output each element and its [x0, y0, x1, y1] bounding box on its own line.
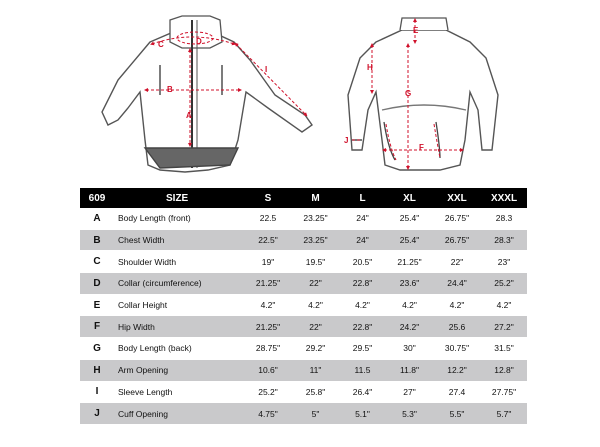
header-l: L	[339, 188, 386, 208]
table-row	[80, 229, 527, 251]
row-value: 23"	[481, 251, 527, 273]
row-measure-name: Hip Width	[114, 316, 244, 338]
row-value: 5.1"	[339, 403, 386, 425]
label-b: B	[167, 85, 173, 94]
row-value: 24"	[339, 229, 386, 251]
header-size: SIZE	[114, 188, 244, 208]
row-value: 4.75"	[244, 403, 292, 425]
row-value: 22.5"	[244, 229, 292, 251]
header-s: S	[244, 188, 292, 208]
table-row	[80, 316, 527, 338]
row-value: 4.2"	[386, 294, 433, 316]
row-value: 19"	[244, 251, 292, 273]
table-row	[80, 273, 527, 295]
row-value: 26.75"	[433, 229, 481, 251]
row-value: 26.75"	[433, 208, 481, 229]
table-row	[80, 251, 527, 273]
row-measure-name: Collar Height	[114, 294, 244, 316]
label-a: A	[186, 111, 192, 120]
row-value: 4.2"	[244, 294, 292, 316]
row-letter: I	[80, 381, 114, 403]
size-chart-table	[80, 188, 527, 425]
row-value: 20.5"	[339, 251, 386, 273]
row-value: 5.7"	[481, 403, 527, 425]
row-value: 27.75"	[481, 381, 527, 403]
row-value: 26.4"	[339, 381, 386, 403]
row-letter: D	[80, 273, 114, 295]
table-row	[80, 208, 527, 229]
row-value: 24.2"	[386, 316, 433, 338]
label-g: G	[405, 89, 412, 98]
row-value: 27.2"	[481, 316, 527, 338]
label-f: F	[419, 143, 424, 152]
row-value: 28.3"	[481, 229, 527, 251]
row-letter: C	[80, 251, 114, 273]
row-value: 28.75"	[244, 338, 292, 360]
table-row	[80, 381, 527, 403]
row-value: 29.2"	[292, 338, 339, 360]
row-value: 25.2"	[481, 273, 527, 295]
row-value: 4.2"	[292, 294, 339, 316]
row-value: 11.8"	[386, 359, 433, 381]
row-measure-name: Shoulder Width	[114, 251, 244, 273]
label-i: I	[265, 65, 268, 74]
row-value: 28.3	[481, 208, 527, 229]
row-measure-name: Arm Opening	[114, 359, 244, 381]
row-value: 25.4"	[386, 229, 433, 251]
row-value: 22"	[292, 273, 339, 295]
label-e: E	[413, 26, 419, 35]
row-value: 21.25"	[386, 251, 433, 273]
row-letter: E	[80, 294, 114, 316]
jacket-diagram	[0, 0, 600, 185]
row-value: 22.8"	[339, 316, 386, 338]
row-value: 5"	[292, 403, 339, 425]
table-row	[80, 403, 527, 425]
label-d: D	[196, 37, 202, 46]
row-value: 12.8"	[481, 359, 527, 381]
header-xl: XL	[386, 188, 433, 208]
header-xxxl: XXXL	[481, 188, 527, 208]
row-value: 4.2"	[339, 294, 386, 316]
row-value: 27.4	[433, 381, 481, 403]
row-value: 21.25"	[244, 273, 292, 295]
row-value: 23.25"	[292, 208, 339, 229]
row-value: 10.6"	[244, 359, 292, 381]
row-value: 30.75"	[433, 338, 481, 360]
row-value: 23.25"	[292, 229, 339, 251]
row-value: 5.5"	[433, 403, 481, 425]
row-value: 29.5"	[339, 338, 386, 360]
table-row	[80, 294, 527, 316]
row-value: 22.8"	[339, 273, 386, 295]
row-value: 21.25"	[244, 316, 292, 338]
row-measure-name: Collar (circumference)	[114, 273, 244, 295]
label-h: H	[367, 63, 373, 72]
row-letter: H	[80, 359, 114, 381]
row-value: 22"	[292, 316, 339, 338]
row-value: 22"	[433, 251, 481, 273]
row-value: 25.4"	[386, 208, 433, 229]
row-letter: B	[80, 229, 114, 251]
row-letter: F	[80, 316, 114, 338]
row-letter: A	[80, 208, 114, 229]
table-row	[80, 338, 527, 360]
row-measure-name: Sleeve Length	[114, 381, 244, 403]
row-value: 23.6"	[386, 273, 433, 295]
label-j: J	[344, 136, 349, 145]
row-value: 19.5"	[292, 251, 339, 273]
row-value: 11.5	[339, 359, 386, 381]
label-c: C	[158, 40, 164, 49]
row-value: 12.2"	[433, 359, 481, 381]
row-measure-name: Body Length (back)	[114, 338, 244, 360]
table-row	[80, 359, 527, 381]
row-measure-name: Body Length (front)	[114, 208, 244, 229]
header-model: 609	[80, 188, 114, 208]
row-measure-name: Cuff Opening	[114, 403, 244, 425]
front-jacket-illustration	[102, 16, 312, 172]
row-value: 11"	[292, 359, 339, 381]
header-m: M	[292, 188, 339, 208]
row-value: 4.2"	[481, 294, 527, 316]
row-value: 24.4"	[433, 273, 481, 295]
row-letter: J	[80, 403, 114, 425]
row-value: 25.6	[433, 316, 481, 338]
row-value: 25.8"	[292, 381, 339, 403]
row-measure-name: Chest Width	[114, 229, 244, 251]
row-letter: G	[80, 338, 114, 360]
row-value: 5.3"	[386, 403, 433, 425]
row-value: 30"	[386, 338, 433, 360]
row-value: 27"	[386, 381, 433, 403]
row-value: 31.5"	[481, 338, 527, 360]
header-xxl: XXL	[433, 188, 481, 208]
row-value: 25.2"	[244, 381, 292, 403]
row-value: 24"	[339, 208, 386, 229]
row-value: 4.2"	[433, 294, 481, 316]
row-value: 22.5	[244, 208, 292, 229]
table-header-row	[80, 188, 527, 208]
